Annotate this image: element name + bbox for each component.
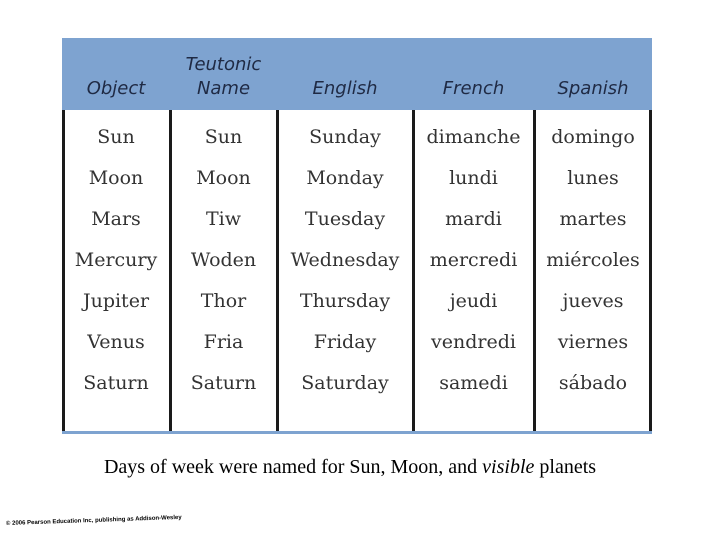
cell-spanish: lunes xyxy=(567,166,619,189)
cell-spanish: domingo xyxy=(551,125,635,148)
table-header xyxy=(62,38,652,110)
cell-english: Saturday xyxy=(301,371,389,394)
cell-object: Jupiter xyxy=(82,289,150,312)
header-teutonic-line2: Name xyxy=(196,78,251,99)
cell-object: Moon xyxy=(88,166,144,189)
cell-french: jeudi xyxy=(449,289,498,312)
table-row xyxy=(62,157,652,198)
cell-teutonic-name: Moon xyxy=(196,166,251,189)
header-teutonic-name xyxy=(170,38,277,110)
cell-english: Friday xyxy=(313,330,377,353)
cell-spanish: miércoles xyxy=(546,248,640,271)
table-row xyxy=(62,198,652,239)
cell-teutonic-name: Tiw xyxy=(205,207,241,230)
cell-object: Venus xyxy=(87,330,145,353)
cell-english: Monday xyxy=(306,166,384,189)
caption-text: Days of week were named for Sun, Moon, and xyxy=(103,456,483,478)
cell-teutonic-name: Sun xyxy=(204,125,243,148)
table-row xyxy=(62,116,652,157)
header-spanish-line2: Spanish xyxy=(557,78,629,99)
table-row xyxy=(62,280,652,321)
cell-french: mardi xyxy=(445,207,502,230)
cell-english: Sunday xyxy=(309,125,381,148)
header-spanish xyxy=(534,38,652,110)
caption-text-end: planets xyxy=(534,456,597,478)
cell-french: samedi xyxy=(439,371,508,394)
table-row xyxy=(62,239,652,280)
cell-french: dimanche xyxy=(426,125,521,148)
cell-french: vendredi xyxy=(431,330,516,353)
cell-teutonic-name: Woden xyxy=(190,248,257,271)
header-english-line2: English xyxy=(312,78,378,99)
table-row xyxy=(62,321,652,362)
copyright-notice: © 2006 Pearson Education Inc, publishing as Addison-Wesley xyxy=(5,514,182,527)
cell-english: Wednesday xyxy=(290,248,400,271)
cell-spanish: jueves xyxy=(562,289,624,312)
cell-french: mercredi xyxy=(429,248,518,271)
cell-teutonic-name: Saturn xyxy=(190,371,257,394)
header-object xyxy=(62,38,170,110)
cell-object: Mars xyxy=(91,207,141,230)
cell-object: Sun xyxy=(97,125,135,148)
cell-english: Thursday xyxy=(299,289,391,312)
cell-object: Mercury xyxy=(74,248,158,271)
cell-spanish: martes xyxy=(559,207,627,230)
table-row xyxy=(62,362,652,403)
header-teutonic-line1: Teutonic xyxy=(185,54,262,75)
cell-spanish: sábado xyxy=(558,371,628,394)
cell-english: Tuesday xyxy=(304,207,386,230)
slide-caption xyxy=(0,456,700,479)
header-english xyxy=(277,38,413,110)
cell-teutonic-name: Thor xyxy=(200,289,247,312)
days-of-week-table xyxy=(62,38,652,434)
cell-spanish: viernes xyxy=(557,330,629,353)
header-french xyxy=(413,38,534,110)
caption-emphasis: visible xyxy=(482,456,535,478)
header-object-line2: Object xyxy=(86,78,146,99)
cell-french: lundi xyxy=(449,166,498,189)
cell-object: Saturn xyxy=(83,371,149,394)
header-french-line2: French xyxy=(442,78,505,99)
cell-teutonic-name: Fria xyxy=(203,330,244,353)
